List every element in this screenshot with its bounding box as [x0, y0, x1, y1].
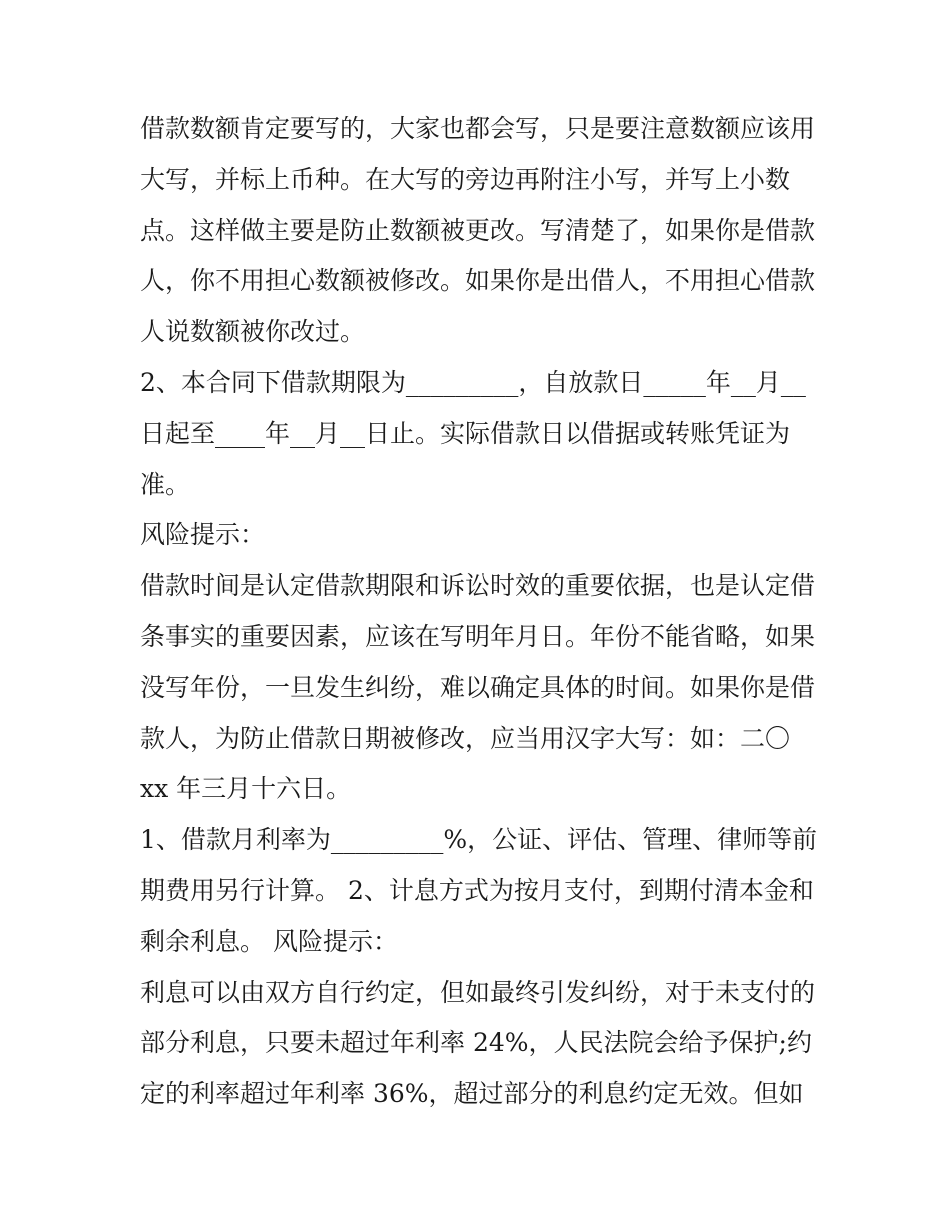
text-line: 人，你不用担心数额被修改。如果你是出借人，不用担心借款	[140, 266, 816, 296]
text-line: 款人，为防止借款日期被修改，应当用汉字大写：如：二〇	[140, 723, 791, 753]
text-line: 定的利率超过年利率 36%，超过部分的利息约定无效。但如	[140, 1079, 804, 1109]
text-line: 2、本合同下借款期限为_________，自放款日_____年__月__	[140, 367, 806, 397]
text-line: 人说数额被你改过。	[140, 317, 366, 347]
section-heading-risk-tip: 风险提示：	[140, 520, 266, 550]
text-line: 期费用另行计算。 2、计息方式为按月支付，到期付清本金和	[140, 875, 814, 905]
text-line: 部分利息，只要未超过年利率 24%，人民法院会给予保护;约	[140, 1028, 812, 1058]
text-line: 点。这样做主要是防止数额被更改。写清楚了，如果你是借款	[140, 215, 816, 245]
text-line: 大写，并标上币种。在大写的旁边再附注小写，并写上小数	[140, 164, 791, 194]
text-line: 准。	[140, 469, 191, 499]
text-line: 借款数额肯定要写的，大家也都会写，只是要注意数额应该用	[140, 114, 816, 143]
text-line: xx 年三月十六日。	[140, 774, 352, 804]
text-line: 借款时间是认定借款期限和诉讼时效的重要依据，也是认定借	[140, 571, 816, 601]
document-body	[140, 104, 820, 1120]
text-line: 1、借款月利率为_________%，公证、评估、管理、律师等前	[140, 825, 818, 855]
text-line: 利息可以由双方自行约定，但如最终引发纠纷，对于未支付的	[140, 977, 816, 1007]
text-line: 日起至____年__月__日止。实际借款日以借据或转账凭证为	[140, 418, 791, 448]
text-line: 剩余利息。 风险提示：	[140, 926, 398, 956]
text-line: 没写年份，一旦发生纠纷，难以确定具体的时间。如果你是借	[140, 672, 816, 702]
text-line: 条事实的重要因素，应该在写明年月日。年份不能省略，如果	[140, 621, 816, 651]
